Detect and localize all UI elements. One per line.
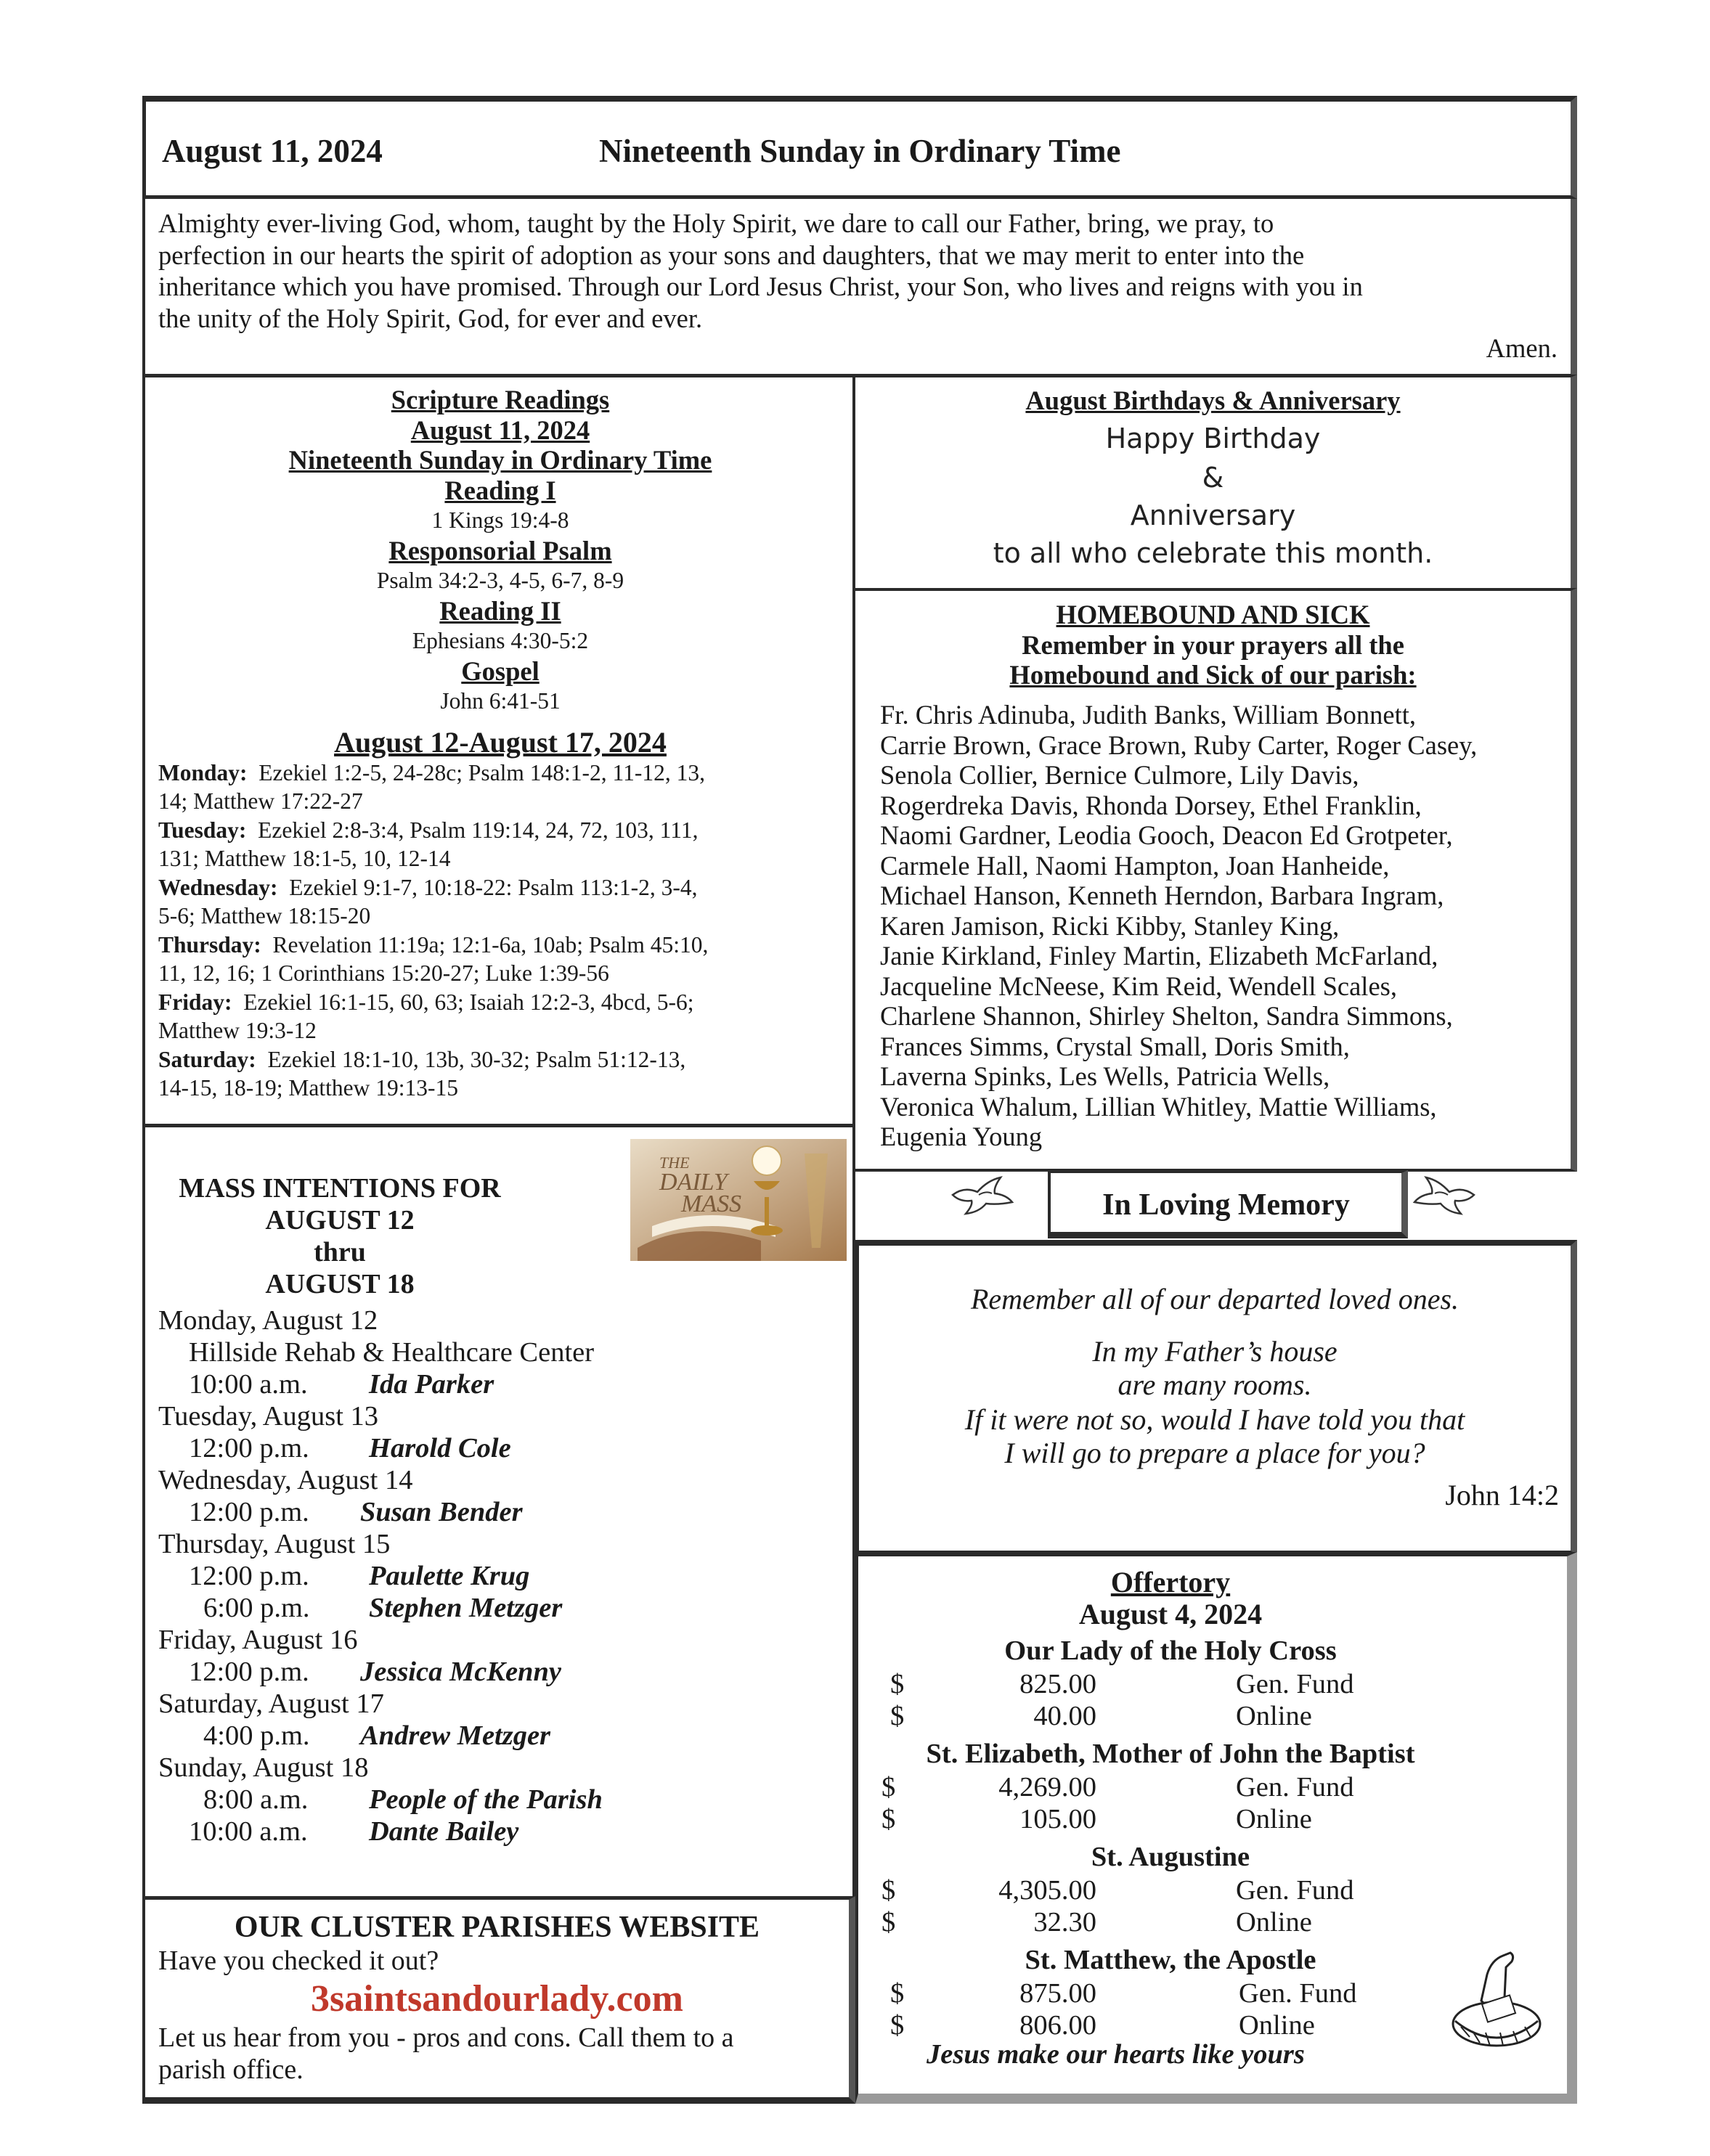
mass-day: Friday, August 16 xyxy=(158,1625,358,1655)
bulletin-header xyxy=(142,96,1577,199)
offertory-fund: Online xyxy=(1239,2010,1315,2041)
offertory-fund: Online xyxy=(1236,1907,1312,1937)
mass-title-line: AUGUST 12 xyxy=(265,1205,415,1236)
dove-icon xyxy=(950,1173,1015,1220)
offertory-amount: 875.00 xyxy=(1019,1978,1096,2009)
homebound-name-line: Carmele Hall, Naomi Hampton, Joan Hanheide, xyxy=(880,850,1390,881)
weekday-text: Revelation 11:19a; 12:1-6a, 10ab; Psalm 45:10, xyxy=(261,931,709,957)
weekday-readings xyxy=(158,759,842,1103)
logo-text: THE xyxy=(659,1153,690,1172)
reading-ref: 1 Kings 19:4-8 xyxy=(431,507,569,533)
mass-title-line: MASS INTENTIONS FOR xyxy=(179,1173,501,1204)
mass-intention-name: Dante Bailey xyxy=(369,1816,519,1847)
birthday-ampersand: & xyxy=(1202,462,1224,494)
weekday-cont: 131; Matthew 18:1-5, 10, 12-14 xyxy=(158,846,451,871)
mass-schedule xyxy=(158,1304,603,1847)
mass-intention xyxy=(158,1720,594,1752)
offertory-parish-name: Our Lady of the Holy Cross xyxy=(1004,1636,1337,1666)
weekday-text: Ezekiel 1:2-5, 24-28c; Psalm 148:1-2, 11-12, 13, xyxy=(247,759,705,785)
weekday-label: Wednesday: xyxy=(158,874,278,900)
offertory-box xyxy=(855,1552,1577,2104)
mass-intention-name: Ida Parker xyxy=(369,1369,494,1400)
prayer-line: inheritance which you have promised. Through our Lord Jesus Christ, your Son, who lives and reigns with you in xyxy=(158,271,1363,301)
weekday-text: Ezekiel 16:1-15, 60, 63; Isaiah 12:2-3, 4bcd, 5-6; xyxy=(232,989,694,1015)
weekday-label: Monday: xyxy=(158,759,248,785)
homebound-line: Homebound and Sick of our parish: xyxy=(1009,660,1417,690)
weekday-text: Ezekiel 9:1-7, 10:18-22: Psalm 113:1-2, 3-4, xyxy=(277,874,698,900)
offertory-currency: $ xyxy=(890,2010,905,2041)
mass-intention xyxy=(158,1816,594,1847)
scripture-title: Scripture Readings xyxy=(391,385,610,415)
mass-intention-name: Paulette Krug xyxy=(369,1561,530,1591)
offertory-title: Offertory xyxy=(1110,1566,1231,1598)
liturgical-title: Nineteenth Sunday in Ordinary Time xyxy=(599,133,1121,169)
offertory-amount: 4,305.00 xyxy=(998,1875,1096,1906)
homebound-name-line: Carrie Brown, Grace Brown, Ruby Carter, Roger Casey, xyxy=(880,730,1478,760)
opening-prayer xyxy=(142,199,1577,377)
homebound-name-line: Charlene Shannon, Shirley Shelton, Sandra Simmons, xyxy=(880,1001,1453,1031)
mass-intention xyxy=(158,1560,594,1592)
mass-day: Monday, August 12 xyxy=(158,1305,378,1336)
scripture-readings-box xyxy=(142,375,855,1127)
mass-intention xyxy=(158,1656,594,1688)
weekday-cont: 5-6; Matthew 18:15-20 xyxy=(158,903,371,928)
weekday-cont: Matthew 19:3-12 xyxy=(158,1018,317,1043)
reading-label: Reading II xyxy=(439,595,561,626)
mass-intention xyxy=(158,1496,594,1528)
mass-day: Tuesday, August 13 xyxy=(158,1401,379,1432)
offertory-parish-name: St. Elizabeth, Mother of John the Baptist xyxy=(926,1739,1415,1769)
mass-intention xyxy=(158,1432,594,1464)
offertory-parish-name: St. Matthew, the Apostle xyxy=(1025,1945,1316,1975)
mass-intention xyxy=(158,1784,603,1816)
mass-intention-name: Harold Cole xyxy=(369,1433,511,1463)
homebound-title: HOMEBOUND AND SICK xyxy=(1056,600,1370,629)
mass-intention-name: Jessica McKenny xyxy=(360,1657,561,1687)
homebound-name-line: Laverna Spinks, Les Wells, Patricia Wells, xyxy=(880,1061,1330,1091)
homebound-name-line: Senola Collier, Bernice Culmore, Lily Davis, xyxy=(880,760,1359,790)
birthdays-title: August Birthdays & Anniversary xyxy=(1025,385,1401,415)
memory-citation: John 14:2 xyxy=(1445,1479,1559,1511)
homebound-name-line: Jacqueline McNeese, Kim Reid, Wendell Scales, xyxy=(880,971,1397,1001)
website-line: parish office. xyxy=(158,2054,304,2085)
offertory-currency: $ xyxy=(890,1669,905,1699)
website-url-link[interactable]: 3saintsandourlady.com xyxy=(311,1978,683,2020)
weekday-label: Tuesday: xyxy=(158,817,247,843)
website-line: Let us hear from you - pros and cons. Call them to a xyxy=(158,2022,734,2053)
reading-ref: John 6:41-51 xyxy=(440,688,561,714)
memory-verse-line: If it were not so, would I have told you that xyxy=(964,1403,1465,1436)
homebound-name-line: Rogerdreka Davis, Rhonda Dorsey, Ethel Franklin, xyxy=(880,790,1422,820)
website-line: Have you checked it out? xyxy=(158,1945,439,1976)
weekday-label: Thursday: xyxy=(158,931,261,957)
memory-verse-line: In my Father’s house xyxy=(1092,1335,1338,1368)
weekday-row xyxy=(158,988,842,1017)
weekday-text: Ezekiel 2:8-3:4, Psalm 119:14, 24, 72, 103, 111, xyxy=(246,817,699,843)
mass-day: Sunday, August 18 xyxy=(158,1752,369,1783)
offertory-amount: 825.00 xyxy=(1019,1669,1096,1699)
offertory-fund: Online xyxy=(1236,1701,1312,1731)
mass-day: Thursday, August 15 xyxy=(158,1529,391,1559)
weekday-cont: 14-15, 18-19; Matthew 19:13-15 xyxy=(158,1075,458,1101)
memory-line: Remember all of our departed loved ones. xyxy=(970,1283,1459,1315)
offertory-amount: 40.00 xyxy=(1033,1701,1096,1731)
homebound-header xyxy=(855,600,1571,690)
offertory-amount: 806.00 xyxy=(1019,2010,1096,2041)
birthday-line: Happy Birthday xyxy=(1105,422,1321,454)
mass-intention-name: People of the Parish xyxy=(369,1784,603,1815)
website-box xyxy=(142,1896,855,2104)
offertory-currency: $ xyxy=(882,1804,896,1834)
homebound-box xyxy=(852,588,1577,1172)
mass-intention xyxy=(158,1592,594,1624)
mass-intention-name: Susan Bender xyxy=(360,1497,523,1527)
celebrate-line: to all who celebrate this month. xyxy=(993,537,1433,569)
weekday-row xyxy=(158,873,842,902)
offertory-currency: $ xyxy=(882,1907,896,1937)
birthdays-box xyxy=(852,375,1577,591)
mass-intention-name: Stephen Metzger xyxy=(369,1593,563,1623)
mass-day: Wednesday, August 14 xyxy=(158,1465,413,1495)
weekday-cont: 11, 12, 16; 1 Corinthians 15:20-27; Luke 1:39-56 xyxy=(158,960,609,986)
bulletin-date: August 11, 2024 xyxy=(162,133,383,169)
mass-time: 10:00 a.m. xyxy=(189,1369,308,1400)
weekday-label: Saturday: xyxy=(158,1046,256,1072)
prayer-amen: Amen. xyxy=(1486,333,1558,363)
offertory-footer: Jesus make our hearts like yours xyxy=(927,2039,1305,2070)
homebound-name-line: Naomi Gardner, Leodia Gooch, Deacon Ed Grotpeter, xyxy=(880,820,1453,850)
reading-label: Reading I xyxy=(444,475,556,505)
mass-time: 6:00 p.m. xyxy=(203,1593,310,1623)
offertory-fund: Gen. Fund xyxy=(1239,1978,1357,2009)
website-title: OUR CLUSTER PARISHES WEBSITE xyxy=(234,1911,760,1944)
homebound-name-line: Veronica Whalum, Lillian Whitley, Mattie Williams, xyxy=(880,1091,1437,1122)
reading-ref: Psalm 34:2-3, 4-5, 6-7, 8-9 xyxy=(376,568,624,593)
homebound-name-line: Eugenia Young xyxy=(880,1122,1043,1151)
weekday-row xyxy=(158,759,842,788)
anniversary-line: Anniversary xyxy=(1130,499,1296,531)
homebound-name-line: Frances Simms, Crystal Small, Doris Smith, xyxy=(880,1031,1350,1061)
homebound-name-line: Janie Kirkland, Finley Martin, Elizabeth McFarland, xyxy=(880,941,1438,971)
mass-title-line: AUGUST 18 xyxy=(265,1269,415,1299)
memory-box xyxy=(855,1240,1577,1555)
homebound-names xyxy=(880,700,1563,1152)
week-title: August 12-August 17, 2024 xyxy=(334,725,667,759)
weekday-row xyxy=(158,931,842,960)
reading-ref: Ephesians 4:30-5:2 xyxy=(412,628,589,653)
homebound-name-line: Fr. Chris Adinuba, Judith Banks, William Bonnett, xyxy=(880,700,1417,730)
mass-time: 12:00 p.m. xyxy=(189,1561,309,1591)
mass-intention xyxy=(158,1368,594,1400)
memory-verse-line: I will go to prepare a place for you? xyxy=(1004,1437,1425,1469)
mass-time: 12:00 p.m. xyxy=(189,1657,309,1687)
reading-label: Responsorial Psalm xyxy=(388,535,612,565)
memory-verse-line: are many rooms. xyxy=(1117,1368,1312,1401)
offertory-amount: 32.30 xyxy=(1033,1907,1096,1937)
daily-mass-logo xyxy=(630,1139,847,1261)
weekday-row xyxy=(158,816,842,845)
mass-time: 12:00 p.m. xyxy=(189,1433,309,1463)
in-loving-memory-title xyxy=(1048,1170,1408,1238)
reading-label: Gospel xyxy=(461,656,540,686)
mass-intentions-box xyxy=(142,1124,855,1899)
mass-day: Saturday, August 17 xyxy=(158,1689,384,1719)
mass-time: 12:00 p.m. xyxy=(189,1497,309,1527)
homebound-line: Remember in your prayers all the xyxy=(1022,629,1404,660)
homebound-name-line: Karen Jamison, Ricki Kibby, Stanley King, xyxy=(880,910,1340,941)
scripture-subtitle: Nineteenth Sunday in Ordinary Time xyxy=(288,445,712,475)
logo-text: DAILY xyxy=(659,1169,728,1196)
offertory-date: August 4, 2024 xyxy=(1078,1598,1263,1630)
mass-location: Hillside Rehab & Healthcare Center xyxy=(189,1337,595,1368)
memory-title-text: In Loving Memory xyxy=(1102,1188,1350,1222)
offertory-fund: Gen. Fund xyxy=(1236,1669,1354,1699)
weekday-row xyxy=(158,1045,842,1074)
offertory-fund: Gen. Fund xyxy=(1236,1875,1354,1906)
mass-time: 4:00 p.m. xyxy=(203,1720,310,1751)
weekday-label: Friday: xyxy=(158,989,232,1015)
logo-text: MASS xyxy=(681,1191,742,1217)
mass-title-line: thru xyxy=(314,1237,366,1267)
mass-time: 10:00 a.m. xyxy=(189,1816,308,1847)
dove-icon xyxy=(1412,1173,1477,1220)
offertory-fund: Gen. Fund xyxy=(1236,1772,1354,1802)
mass-intentions-title xyxy=(173,1172,507,1300)
offertory-currency: $ xyxy=(890,1978,905,2009)
scripture-date: August 11, 2024 xyxy=(410,415,590,445)
offertory-currency: $ xyxy=(882,1772,896,1802)
offertory-currency: $ xyxy=(890,1701,905,1731)
offertory-parish-name: St. Augustine xyxy=(1091,1842,1250,1872)
offertory-amount: 105.00 xyxy=(1019,1804,1096,1834)
offertory-amount: 4,269.00 xyxy=(998,1772,1096,1802)
offertory-currency: $ xyxy=(882,1875,896,1906)
prayer-line: the unity of the Holy Spirit, God, for ever and ever. xyxy=(158,303,703,333)
mass-time: 8:00 a.m. xyxy=(203,1784,309,1815)
offering-basket-icon xyxy=(1448,1945,1545,2050)
prayer-line: Almighty ever-living God, whom, taught by the Holy Spirit, we dare to call our Father, bring, we pray, to xyxy=(158,208,1274,238)
offertory-fund: Online xyxy=(1236,1804,1312,1834)
weekday-cont: 14; Matthew 17:22-27 xyxy=(158,788,363,814)
homebound-name-line: Michael Hanson, Kenneth Herndon, Barbara Ingram, xyxy=(880,881,1444,910)
mass-intention-name: Andrew Metzger xyxy=(360,1720,551,1751)
weekday-text: Ezekiel 18:1-10, 13b, 30-32; Psalm 51:12-13, xyxy=(256,1046,686,1072)
prayer-line: perfection in our hearts the spirit of adoption as your sons and daughters, that we may merit to enter into the xyxy=(158,240,1305,270)
